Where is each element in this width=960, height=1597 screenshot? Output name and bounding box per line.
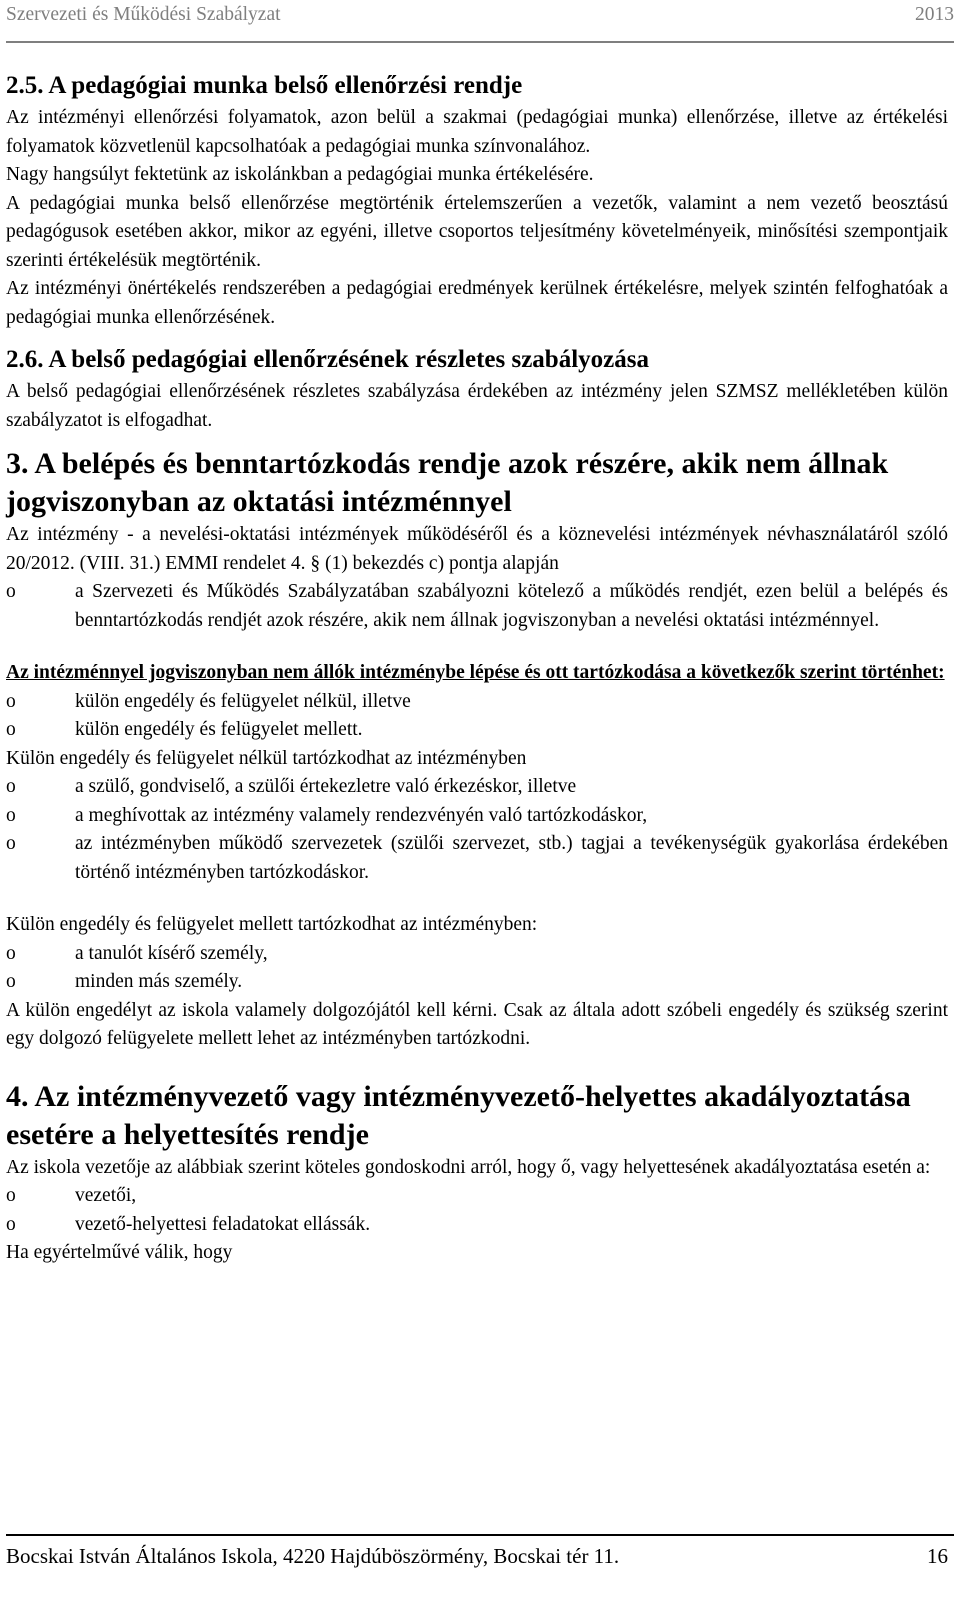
section-2-6-heading: 2.6. A belső pedagógiai ellenőrzésének részletes szabályozása — [6, 346, 649, 373]
section-2-5-paragraph-1: Az intézményi ellenőrzési folyamatok, azon belül a szakmai (pedagógiai munka) ellenőrzése, illetve az értékelési folyamatok közvetlenül kapcsolhatóak a pedagógiai munka színvonalához. — [6, 107, 948, 157]
section-3-heading: 3. A belépés és benntartózkodás rendje azok részére, akik nem állnak jogviszonyban az oktatási intézménnyel — [6, 447, 889, 518]
section-2-5-paragraph-4: Az intézményi önértékelés rendszerében a pedagógiai eredmények kerülnek értékelésre, melyek szintén felfoghatóak a pedagógiai munka ellenőrzésének. — [6, 278, 948, 328]
list-item: o az intézményben működő szervezetek (szülői szervezet, stb.) tagjai a tevékenységük gyakorlása érdekében történő intézményben tartózkodáskor. — [6, 830, 948, 887]
bullet-marker: o — [6, 581, 16, 602]
bullet-marker: o — [6, 971, 16, 992]
header-title: Szervezeti és Működési Szabályzat — [6, 4, 281, 25]
list-item: o a szülő, gondviselő, a szülői értekezletre való érkezéskor, illetve — [6, 773, 948, 802]
page-number: 16 — [927, 1544, 948, 1568]
without-permission-list — [6, 773, 948, 887]
list-item: o a tanulót kísérő személy, — [6, 940, 948, 969]
access-rules-heading: Az intézménnyel jogviszonyban nem állók intézménybe lépése és ott tartózkodása a következők szerint történhet: — [6, 662, 945, 683]
section-4-list — [6, 1182, 948, 1239]
bullet-marker: o — [6, 804, 16, 826]
footer-divider — [6, 1534, 954, 1536]
page-footer — [6, 1541, 948, 1571]
bullet-marker: o — [6, 690, 16, 712]
section-3-bullet-list — [6, 578, 948, 635]
list-item: o külön engedély és felügyelet nélkül, illetve — [6, 688, 948, 717]
section-4-paragraph: Az iskola vezetője az alábbiak szerint köteles gondoskodni arról, hogy ő, vagy helyettesének akadályoztatása esetén a: — [6, 1156, 931, 1178]
section-2-5-paragraph-2: Nagy hangsúlyt fektetünk az iskolánkban a pedagógiai munka értékelésére. — [6, 164, 594, 185]
bullet-marker: o — [6, 1185, 16, 1206]
access-rules-list — [6, 688, 948, 745]
section-2-5-paragraph-3: A pedagógiai munka belső ellenőrzése megtörténik értelemszerűen a vezetők, valamint a nem vezető beosztású pedagógusok esetében akkor, mikor az egyéni, illetve csoportos teljesítmény követelményeik, minősítési szempontjaik szerinti értékelésük megtörténik. — [6, 192, 948, 271]
section-4-closing-line: Ha egyértelművé válik, hogy — [6, 1242, 233, 1263]
section-2-5-heading: 2.5. A pedagógiai munka belső ellenőrzési rendje — [6, 72, 523, 99]
permission-request-paragraph: A külön engedélyt az iskola valamely dolgozójától kell kérni. Csak az általa adott szóbeli engedély és szükség szerint egy dolgozó felügyelete mellett lehet az intézményben tartózkodni. — [6, 999, 948, 1049]
without-permission-heading: Külön engedély és felügyelet nélkül tartózkodhat az intézményben — [6, 747, 527, 769]
header-divider — [6, 41, 954, 43]
bullet-marker: o — [6, 776, 16, 797]
page-header — [6, 4, 954, 34]
list-item: o minden más személy. — [6, 968, 948, 997]
list-item: o külön engedély és felügyelet mellett. — [6, 716, 948, 745]
header-year: 2013 — [915, 4, 954, 25]
list-item: o a Szervezeti és Működés Szabályzatában szabályozni kötelező a működés rendjét, ezen belül a belépés és benntartózkodás rendjét azok részére, akik nem állnak jogviszonyban a nevelési oktatási intézménnyel. — [6, 578, 948, 635]
section-3-paragraph: Az intézmény - a nevelési-oktatási intézmények működéséről és a köznevelési intézmények névhasználatáról szóló 20/2012. (VIII. 31.) EMMI rendelet 4. § (1) bekezdés c) pontja alapján — [6, 524, 948, 574]
footer-address: Bocskai István Általános Iskola, 4220 Hajdúböszörmény, Bocskai tér 11. — [6, 1544, 620, 1568]
bullet-marker: o — [6, 942, 16, 964]
list-item: o vezető-helyettesi feladatokat ellássák. — [6, 1211, 948, 1240]
bullet-marker: o — [6, 1213, 16, 1235]
section-2-6-paragraph: A belső pedagógiai ellenőrzésének részletes szabályzása érdekében az intézmény jelen SZMSZ mellékletében külön szabályzatot is elfogadhat. — [6, 381, 948, 431]
section-4-heading: 4. Az intézményvezető vagy intézményvezető-helyettes akadályoztatása esetére a helyettesítés rendje — [6, 1079, 911, 1151]
with-permission-heading: Külön engedély és felügyelet mellett tartózkodhat az intézményben: — [6, 914, 538, 935]
bullet-marker: o — [6, 719, 16, 740]
list-item: o a meghívottak az intézmény valamely rendezvényén való tartózkodáskor, — [6, 802, 948, 831]
page-content — [6, 68, 948, 1268]
with-permission-list — [6, 940, 948, 997]
bullet-marker: o — [6, 833, 16, 854]
list-item: o vezetői, — [6, 1182, 948, 1211]
